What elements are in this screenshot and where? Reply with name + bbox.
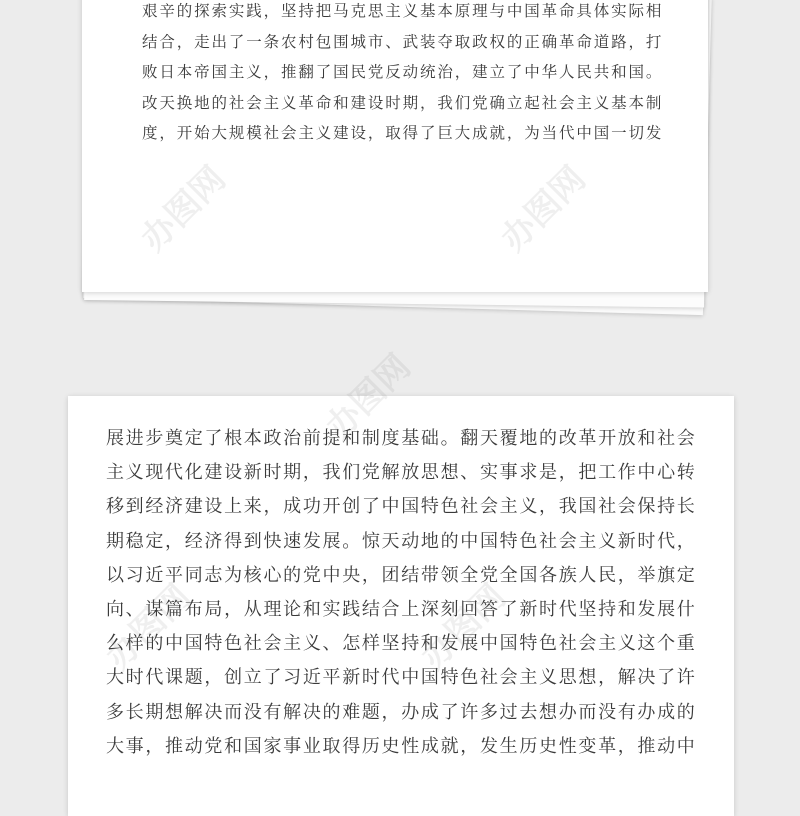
text-line: 改天换地的社会主义革命和建设时期，我们党确立起社会主义基本制 xyxy=(142,93,662,112)
text-line: 结合，走出了一条农村包围城市、武装夺取政权的正确革命道路，打 xyxy=(142,32,662,51)
document-page-top xyxy=(82,0,708,292)
text-line: 大事，推动党和国家事业取得历史性成就，发生历史性变革，推动中 xyxy=(106,735,696,757)
text-line: 以习近平同志为核心的党中央，团结带领全党全国各族人民，举旗定 xyxy=(106,564,696,586)
text-line: 大时代课题，创立了习近平新时代中国特色社会主义思想，解决了许 xyxy=(106,667,696,689)
page-bottom-text xyxy=(106,422,696,764)
text-line: 移到经济建设上来，成功开创了中国特色社会主义，我国社会保持长 xyxy=(106,496,696,518)
text-line: 向、谋篇布局，从理论和实践结合上深刻回答了新时代坚持和发展什 xyxy=(106,598,696,620)
text-line: 期稳定，经济得到快速发展。惊天动地的中国特色社会主义新时代， xyxy=(106,530,696,552)
text-line: 多长期想解决而没有解决的难题，办成了许多过去想办而没有办成的 xyxy=(106,701,696,723)
text-line: 主义现代化建设新时期，我们党解放思想、实事求是，把工作中心转 xyxy=(106,462,696,484)
document-page-bottom xyxy=(68,396,734,816)
text-line: 展进步奠定了根本政治前提和制度基础。翻天覆地的改革开放和社会 xyxy=(106,428,696,449)
text-line: 败日本帝国主义，推翻了国民党反动统治，建立了中华人民共和国。 xyxy=(142,63,662,81)
text-line: 艰辛的探索实践，坚持把马克思主义基本原理与中国革命具体实际相 xyxy=(142,2,662,20)
page-top-text xyxy=(142,0,662,149)
text-line: 度，开始大规模社会主义建设，取得了巨大成就，为当代中国一切发 xyxy=(142,124,662,142)
text-line: 么样的中国特色社会主义、怎样坚持和发展中国特色社会主义这个重 xyxy=(106,633,696,655)
